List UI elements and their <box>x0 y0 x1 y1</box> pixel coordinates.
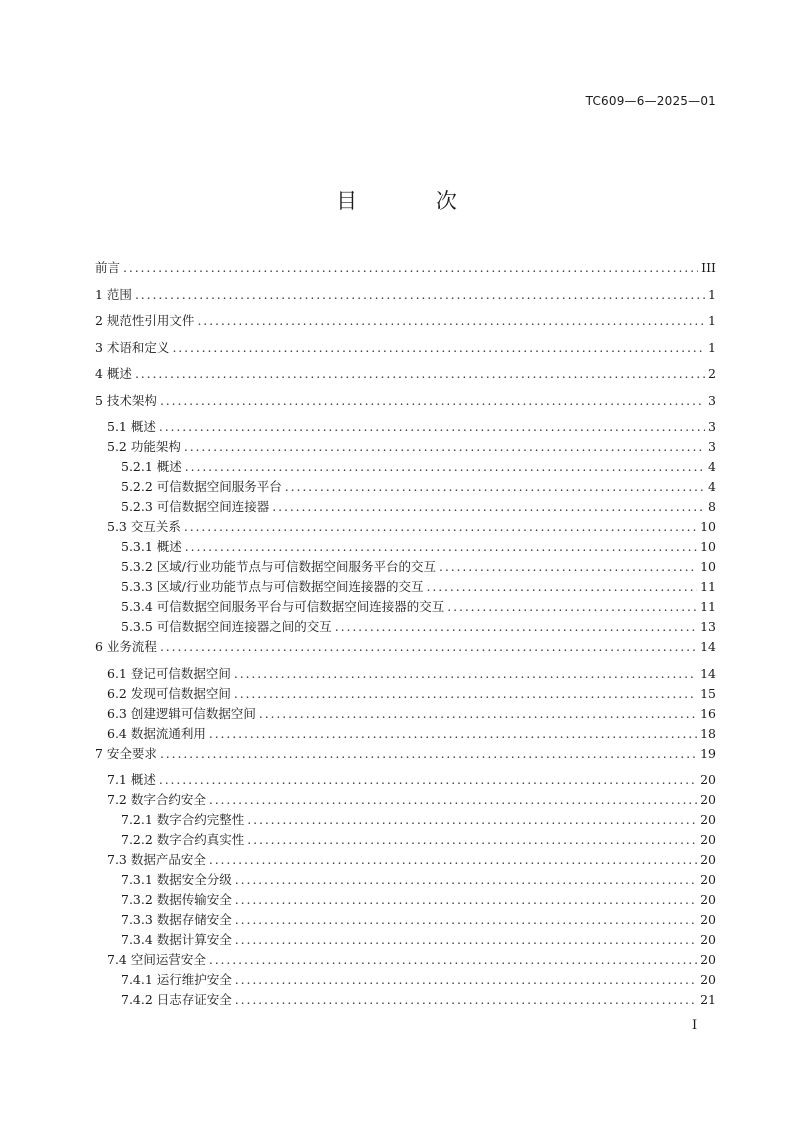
toc-entry[interactable] <box>95 557 716 577</box>
toc-entry-label: 5.2.1 概述 <box>121 459 182 474</box>
toc-entry-label: 6.3 创建逻辑可信数据空间 <box>107 705 256 721</box>
toc-leader-dots <box>235 972 697 987</box>
toc-entry-page: 1 <box>708 339 716 355</box>
toc-entry-page: 14 <box>700 665 716 681</box>
toc-entry-page: 13 <box>700 619 716 634</box>
toc-entry-label: 7.4.1 运行维护安全 <box>121 972 232 987</box>
toc-leader-dots <box>159 419 705 434</box>
toc-entry[interactable] <box>95 517 716 537</box>
toc-entry-page: 20 <box>700 772 716 787</box>
document-code: TC609—6—2025—01 <box>585 94 716 108</box>
toc-entry[interactable] <box>95 437 716 457</box>
toc-leader-dots <box>335 619 697 634</box>
toc-entry-page: 20 <box>700 832 716 847</box>
toc-entry[interactable] <box>95 990 716 1010</box>
toc-entry[interactable] <box>95 258 716 285</box>
toc-entry-page: 11 <box>700 579 716 594</box>
toc-leader-dots <box>247 812 697 827</box>
toc-entry-label: 3 术语和定义 <box>95 339 170 355</box>
toc-entry[interactable] <box>95 364 716 391</box>
toc-entry[interactable] <box>95 810 716 830</box>
toc-leader-dots <box>185 459 705 474</box>
toc-leader-dots <box>209 952 697 967</box>
toc-entry-label: 5.2.3 可信数据空间连接器 <box>121 499 270 514</box>
toc-entry-page: 18 <box>700 725 716 741</box>
toc-entry-label: 7.3.4 数据计算安全 <box>121 932 232 947</box>
toc-entry-page: 8 <box>708 499 716 514</box>
toc-entry[interactable] <box>95 664 716 684</box>
toc-leader-dots <box>172 340 705 355</box>
toc-entry-label: 5.3.3 区域/行业功能节点与可信数据空间连接器的交互 <box>121 579 424 594</box>
toc-entry-label: 5.2.2 可信数据空间服务平台 <box>121 479 282 494</box>
toc-entry-label: 7.1 概述 <box>107 772 156 787</box>
toc-entry[interactable] <box>95 790 716 810</box>
toc-entry-label: 5.3.5 可信数据空间连接器之间的交互 <box>121 619 332 634</box>
toc-entry-page: 20 <box>700 792 716 807</box>
toc-entry-page: 3 <box>708 419 716 434</box>
toc-entry-label: 7.4 空间运营安全 <box>107 952 206 967</box>
toc-entry-page: 1 <box>708 313 716 328</box>
toc-entry-label: 5.3.1 概述 <box>121 539 182 554</box>
toc-leader-dots <box>427 579 698 594</box>
toc-entry[interactable] <box>95 744 716 771</box>
toc-entry-page: 20 <box>700 872 716 887</box>
toc-leader-dots <box>285 479 705 494</box>
toc-entry-page: 20 <box>700 812 716 827</box>
toc-leader-dots <box>439 559 697 574</box>
toc-entry-label: 7.4.2 日志存证安全 <box>121 992 232 1007</box>
toc-entry-page: 20 <box>700 892 716 907</box>
toc-entry[interactable] <box>95 637 716 664</box>
toc-leader-dots <box>209 792 697 807</box>
toc-entry-page: 10 <box>700 559 716 574</box>
toc-leader-dots <box>272 499 705 514</box>
toc-entry-label: 5 技术架构 <box>95 392 157 408</box>
toc-entry[interactable] <box>95 391 716 418</box>
toc-leader-dots <box>234 666 697 681</box>
toc-entry[interactable] <box>95 724 716 744</box>
toc-leader-dots <box>259 706 697 721</box>
toc-leader-dots <box>235 912 697 927</box>
toc-leader-dots <box>185 539 697 554</box>
toc-entry-page: 20 <box>700 932 716 947</box>
toc-entry-label: 7.3.2 数据传输安全 <box>121 892 232 907</box>
toc-entry[interactable] <box>95 457 716 477</box>
toc-entry[interactable] <box>95 704 716 724</box>
toc-entry[interactable] <box>95 770 716 790</box>
toc-entry-page: 20 <box>700 912 716 927</box>
toc-entry-page: 2 <box>708 366 716 381</box>
toc-leader-dots <box>123 260 698 275</box>
toc-entry[interactable] <box>95 870 716 890</box>
toc-entry-page: III <box>701 260 716 275</box>
toc-leader-dots <box>235 992 697 1007</box>
toc-entry-page: 16 <box>700 705 716 721</box>
toc-entry-label: 1 范围 <box>95 286 132 302</box>
toc-leader-dots <box>209 726 697 741</box>
table-of-contents <box>95 258 716 1010</box>
toc-entry[interactable] <box>95 617 716 637</box>
toc-entry-page: 1 <box>708 286 716 302</box>
toc-entry-page: 11 <box>700 599 716 614</box>
toc-entry[interactable] <box>95 684 716 704</box>
toc-entry-page: 20 <box>700 852 716 867</box>
toc-entry[interactable] <box>95 910 716 930</box>
toc-leader-dots <box>160 639 697 654</box>
toc-leader-dots <box>209 852 697 867</box>
toc-entry[interactable] <box>95 970 716 990</box>
toc-entry-label: 7 安全要求 <box>95 745 157 761</box>
toc-leader-dots <box>135 287 705 302</box>
toc-entry-label: 4 概述 <box>95 366 132 381</box>
toc-entry[interactable] <box>95 930 716 950</box>
toc-leader-dots <box>235 892 697 907</box>
toc-entry[interactable] <box>95 537 716 557</box>
toc-entry-page: 21 <box>700 992 716 1007</box>
toc-entry[interactable] <box>95 338 716 365</box>
toc-entry-label: 6.1 登记可信数据空间 <box>107 665 231 681</box>
toc-entry-label: 7.2.1 数字合约完整性 <box>121 812 245 827</box>
toc-entry-label: 7.3.3 数据存储安全 <box>121 912 232 927</box>
toc-entry[interactable] <box>95 830 716 850</box>
toc-entry-page: 4 <box>708 459 716 474</box>
toc-entry-label: 5.2 功能架构 <box>107 439 181 454</box>
toc-entry-page: 3 <box>708 392 716 408</box>
toc-entry-page: 3 <box>708 439 716 454</box>
toc-leader-dots <box>184 519 697 534</box>
toc-leader-dots <box>160 746 697 761</box>
toc-leader-dots <box>234 686 697 701</box>
toc-entry-page: 14 <box>700 639 716 654</box>
toc-entry-label: 5.3.2 区域/行业功能节点与可信数据空间服务平台的交互 <box>121 559 436 574</box>
toc-leader-dots <box>160 393 705 408</box>
toc-entry-page: 20 <box>700 952 716 967</box>
toc-entry-label: 2 规范性引用文件 <box>95 313 195 328</box>
toc-entry[interactable] <box>95 477 716 497</box>
toc-entry-label: 7.2 数字合约安全 <box>107 792 206 807</box>
toc-entry-label: 7.2.2 数字合约真实性 <box>121 832 245 847</box>
toc-entry-label: 前言 <box>95 260 121 275</box>
toc-entry[interactable] <box>95 577 716 597</box>
toc-entry[interactable] <box>95 597 716 617</box>
page-number: I <box>692 1018 698 1033</box>
toc-entry[interactable] <box>95 950 716 970</box>
toc-leader-dots <box>197 313 705 328</box>
toc-entry[interactable] <box>95 850 716 870</box>
toc-entry[interactable] <box>95 285 716 312</box>
toc-entry-label: 6.2 发现可信数据空间 <box>107 685 231 701</box>
toc-leader-dots <box>184 439 705 454</box>
toc-leader-dots <box>247 832 697 847</box>
toc-entry-page: 10 <box>700 519 716 534</box>
toc-entry-page: 10 <box>700 539 716 554</box>
toc-entry-label: 6.4 数据流通利用 <box>107 725 206 741</box>
toc-entry-label: 5.1 概述 <box>107 419 156 434</box>
toc-leader-dots <box>447 599 697 614</box>
toc-entry-label: 5.3.4 可信数据空间服务平台与可信数据空间连接器的交互 <box>121 599 445 614</box>
toc-leader-dots <box>135 366 705 381</box>
toc-entry-label: 7.3.1 数据安全分级 <box>121 872 232 887</box>
toc-leader-dots <box>235 872 697 887</box>
toc-entry-page: 20 <box>700 972 716 987</box>
toc-leader-dots <box>235 932 697 947</box>
toc-entry-label: 5.3 交互关系 <box>107 519 181 534</box>
toc-leader-dots <box>159 772 697 787</box>
toc-title: 目 次 <box>336 189 493 213</box>
toc-entry-page: 19 <box>700 745 716 761</box>
toc-entry[interactable] <box>95 890 716 910</box>
toc-entry-page: 4 <box>708 479 716 494</box>
toc-entry[interactable] <box>95 497 716 517</box>
toc-entry-page: 15 <box>700 685 716 701</box>
toc-entry-label: 7.3 数据产品安全 <box>107 852 206 867</box>
toc-entry-label: 6 业务流程 <box>95 639 157 654</box>
toc-entry[interactable] <box>95 311 716 338</box>
toc-entry[interactable] <box>95 417 716 437</box>
